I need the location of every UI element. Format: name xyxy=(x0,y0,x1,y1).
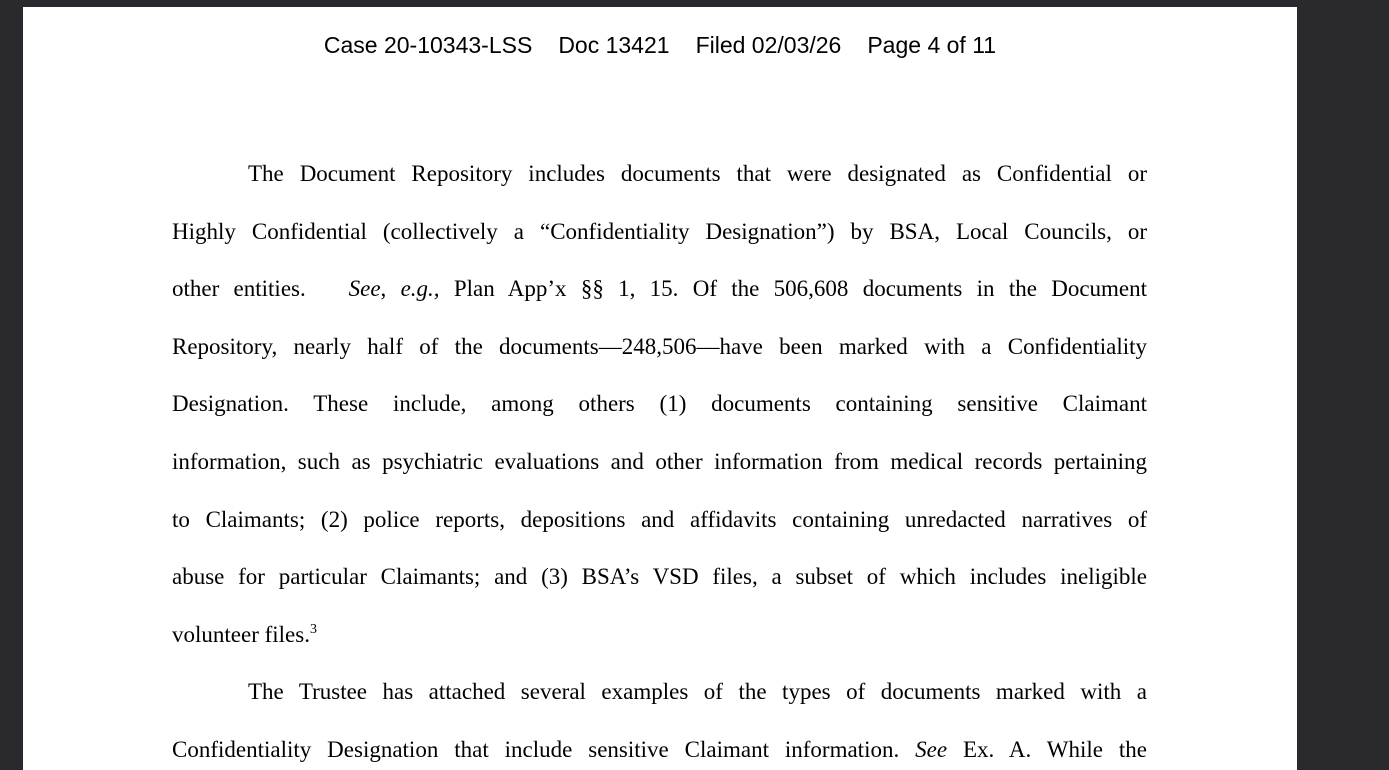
text-segment: Ex. A. While the xyxy=(962,736,1147,762)
case-number: Case 20-10343-LSS xyxy=(323,32,533,58)
paragraph-1-line-7: to Claimants; (2) police reports, depositions and affidavits containing unredacted narratives of xyxy=(172,506,1147,532)
citation-signal-see: See xyxy=(915,736,948,762)
text-segment: Plan App’x §§ 1, 15. Of the 506,608 documents in the Document xyxy=(453,276,1148,302)
document-number: Doc 13421 xyxy=(558,32,670,58)
text-segment: other entities. xyxy=(172,276,306,302)
paragraph-1-line-1: The Document Repository includes documents that were designated as Confidential or xyxy=(248,161,1147,186)
paragraph-1-line-4: Repository, nearly half of the documents—248,506—have been marked with a Confidentiality xyxy=(172,333,1147,359)
paragraph-1-line-3 xyxy=(172,260,1147,318)
paragraph-1-line-9 xyxy=(172,606,1147,664)
paragraph-2-line-2 xyxy=(172,721,1147,770)
paragraph-1-line-5: Designation. These include, among others (1) documents containing sensitive Claimant xyxy=(172,391,1147,417)
comma: , xyxy=(380,276,387,302)
footnote-reference[interactable]: 3 xyxy=(309,621,317,637)
paragraph-2-line-1: The Trustee has attached several examples of the types of documents marked with a xyxy=(248,679,1147,705)
page-number: Page 4 of 11 xyxy=(867,32,997,58)
paragraph-1-line-2: Highly Confidential (collectively a “Confidentiality Designation”) by BSA, Local Councils, or xyxy=(172,218,1147,244)
document-page xyxy=(23,7,1297,770)
citation-signal-see: See xyxy=(348,276,381,302)
court-filing-header xyxy=(23,32,1297,59)
paragraph-1-line-6: information, such as psychiatric evaluations and other information from medical records pertaining xyxy=(172,448,1147,474)
document-body xyxy=(172,145,1147,770)
text-segment: Confidentiality Designation that include sensitive Claimant information. xyxy=(172,736,900,762)
filed-date: Filed 02/03/26 xyxy=(695,32,842,58)
citation-signal-eg: e.g., xyxy=(400,276,440,302)
text-segment: volunteer files. xyxy=(172,621,310,647)
paragraph-1-line-8: abuse for particular Claimants; and (3) BSA’s VSD files, a subset of which includes ineligible xyxy=(172,564,1147,590)
